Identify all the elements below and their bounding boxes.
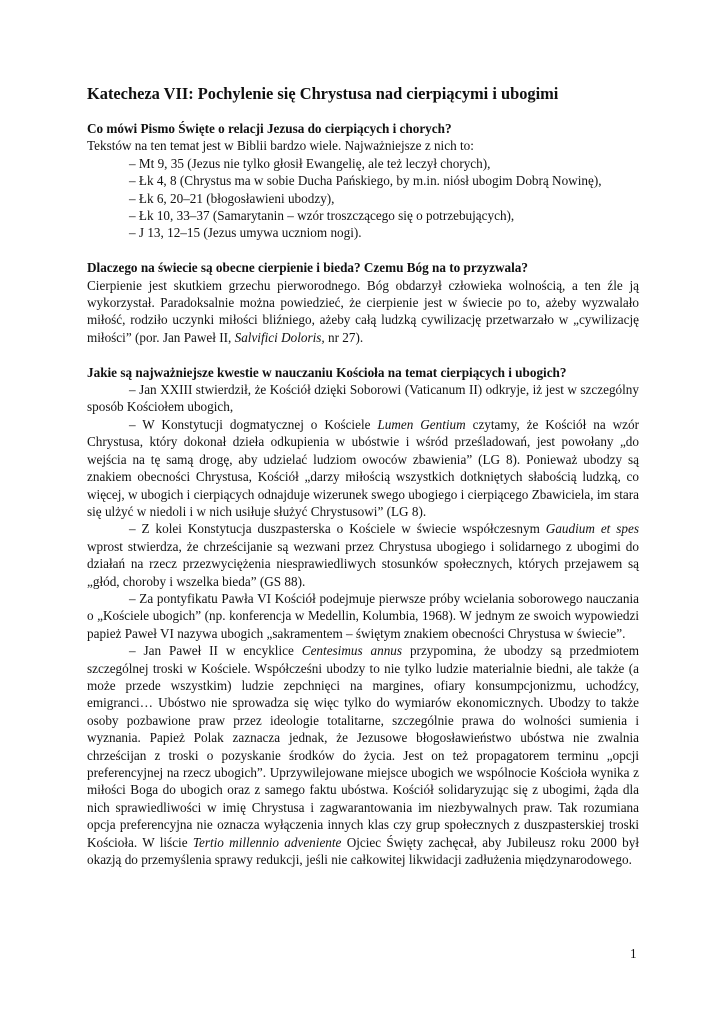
list-item: – J 13, 12–15 (Jezus umywa uczniom nogi). bbox=[129, 225, 362, 241]
document-title: Katecheza VII: Pochylenie się Chrystusa nad cierpiącymi i ubogimi bbox=[87, 84, 559, 103]
section-3-paragraph-5: – Jan Paweł II w encyklice Centesimus annus przypomina, że ubodzy są przedmiotem szczególnej troski w Kościele. Współcześni ubodzy to nie tylko ludzie materialnie biedni, ale także (a może przede wszystkim) ludzie zepchnięci na margines, ofiary konsumpcjonizmu, uchodźcy, emigranci… Ubóstwo nie sprowadza się więc tylko do wymiarów ekonomicznych. Ubodzy to także osoby pozbawione praw przez ideologie totalitarne, szczególnie prawa do wolności sumienia i wyznania. Papież Polak zaznacza jednak, że Jezusowe błogosławieństwo ubóstwa nie zwalnia chrześcijan z troski o pozyskanie środków do życia. Jest on też propagatorem terminu „opcji preferencyjnej na rzecz ubogich”. Uprzywilejowane miejsce ubogich we wspólnocie Kościoła wynika z miłości Boga do ubogich oraz z samego faktu ubóstwa. Kościół solidaryzując się z ubogimi, żąda dla nich sprawiedliwości w imię Chrystusa i zagwarantowania im niezbywalnych praw. Tak rozumiana opcja preferencyjna nie oznacza wyłączenia innych klas czy grup społecznych z duszpasterskiej troski Kościoła. W liście Tertio millennio adveniente Ojciec Święty zachęcał, aby Jubileusz roku 2000 był okazją do przemyślenia sprawy redukcji, jeśli nie całkowitej likwidacji zadłużenia międzynarodowego. bbox=[87, 643, 640, 868]
list-item: – Łk 10, 33–37 (Samarytanin – wzór troszczącego się o potrzebujących), bbox=[129, 208, 515, 224]
section-2-paragraph: Cierpienie jest skutkiem grzechu pierworodnego. Bóg obdarzył człowieka wolnością, a ten źle ją wykorzystał. Paradoksalnie można powiedzieć, że cierpienie jest w świecie po to, ażeby wyzwalało miłość, rodziło uczynki miłości bliźniego, ażeby całą ludzką cywilizację przetwarzało w „cywilizację miłości” (por. Jan Paweł II, Salvifici Doloris, nr 27). bbox=[87, 277, 639, 345]
section-3-paragraph-3: – Z kolei Konstytucja duszpasterska o Kościele w świecie współczesnym Gaudium et spes wprost stwierdza, że chrześcijanie są wezwani przez Chrystusa ubogiego i solidarnego z ubogimi do działań na rzecz przezwyciężenia niesprawiedliwych stosunków społecznych, których przejawem są „głód, choroby i wszelka bieda” (GS 88). bbox=[87, 521, 639, 589]
document-page bbox=[87, 84, 639, 868]
section-3-heading: Jakie są najważniejsze kwestie w nauczaniu Kościoła na temat cierpiących i ubogich? bbox=[87, 364, 567, 380]
section-2-heading: Dlaczego na świecie są obecne cierpienie i bieda? Czemu Bóg na to przyzwala? bbox=[87, 260, 528, 276]
list-item: – Łk 6, 20–21 (błogosławieni ubodzy), bbox=[129, 190, 335, 206]
section-3-paragraph-4: – Za pontyfikatu Pawła VI Kościół podejmuje pierwsze próby wcielania soborowego nauczania o „Kościele ubogich” (np. konferencja w Medellin, Kolumbia, 1968). W jednym ze swoich wypowiedzi papież Paweł VI nazywa ubogich „sakramentem – świętym znakiem obecności Chrystusa w świecie”. bbox=[87, 590, 639, 641]
section-3-paragraph-2: – W Konstytucji dogmatycznej o Kościele Lumen Gentium czytamy, że Kościół na wzór Chrystusa, który dokonał dzieła odkupienia w ubóstwie i wśród prześladowań, jest powołany „do wejścia na tę samą drogę, aby udzielać ludziom owoców zbawienia” (LG 8). Ponieważ ubodzy są znakiem obecności Chrystusa, Kościół „darzy miłością wszystkich dotkniętych słabością ludzką, co więcej, w ubogich i cierpiących odnajduje wizerunek swego ubogiego i cierpiącego Zbawiciela, im stara się ulżyć w niedoli i w nich usiłuje służyć Chrystusowi” (LG 8). bbox=[87, 416, 639, 519]
page-number: 1 bbox=[630, 946, 637, 961]
list-item: – Mt 9, 35 (Jezus nie tylko głosił Ewangelię, ale też leczył chorych), bbox=[129, 155, 491, 171]
list-item: – Łk 4, 8 (Chrystus ma w sobie Ducha Pańskiego, by m.in. niósł ubogim Dobrą Nowinę), bbox=[129, 173, 602, 189]
section-3-paragraph-1: – Jan XXIII stwierdził, że Kościół dzięki Soborowi (Vaticanum II) odkryje, iż jest w szczególny sposób Kościołem ubogich, bbox=[87, 382, 639, 415]
section-1-heading: Co mówi Pismo Święte o relacji Jezusa do cierpiących i chorych? bbox=[87, 121, 452, 136]
section-1-intro: Tekstów na ten temat jest w Biblii bardzo wiele. Najważniejsze z nich to: bbox=[87, 138, 474, 154]
